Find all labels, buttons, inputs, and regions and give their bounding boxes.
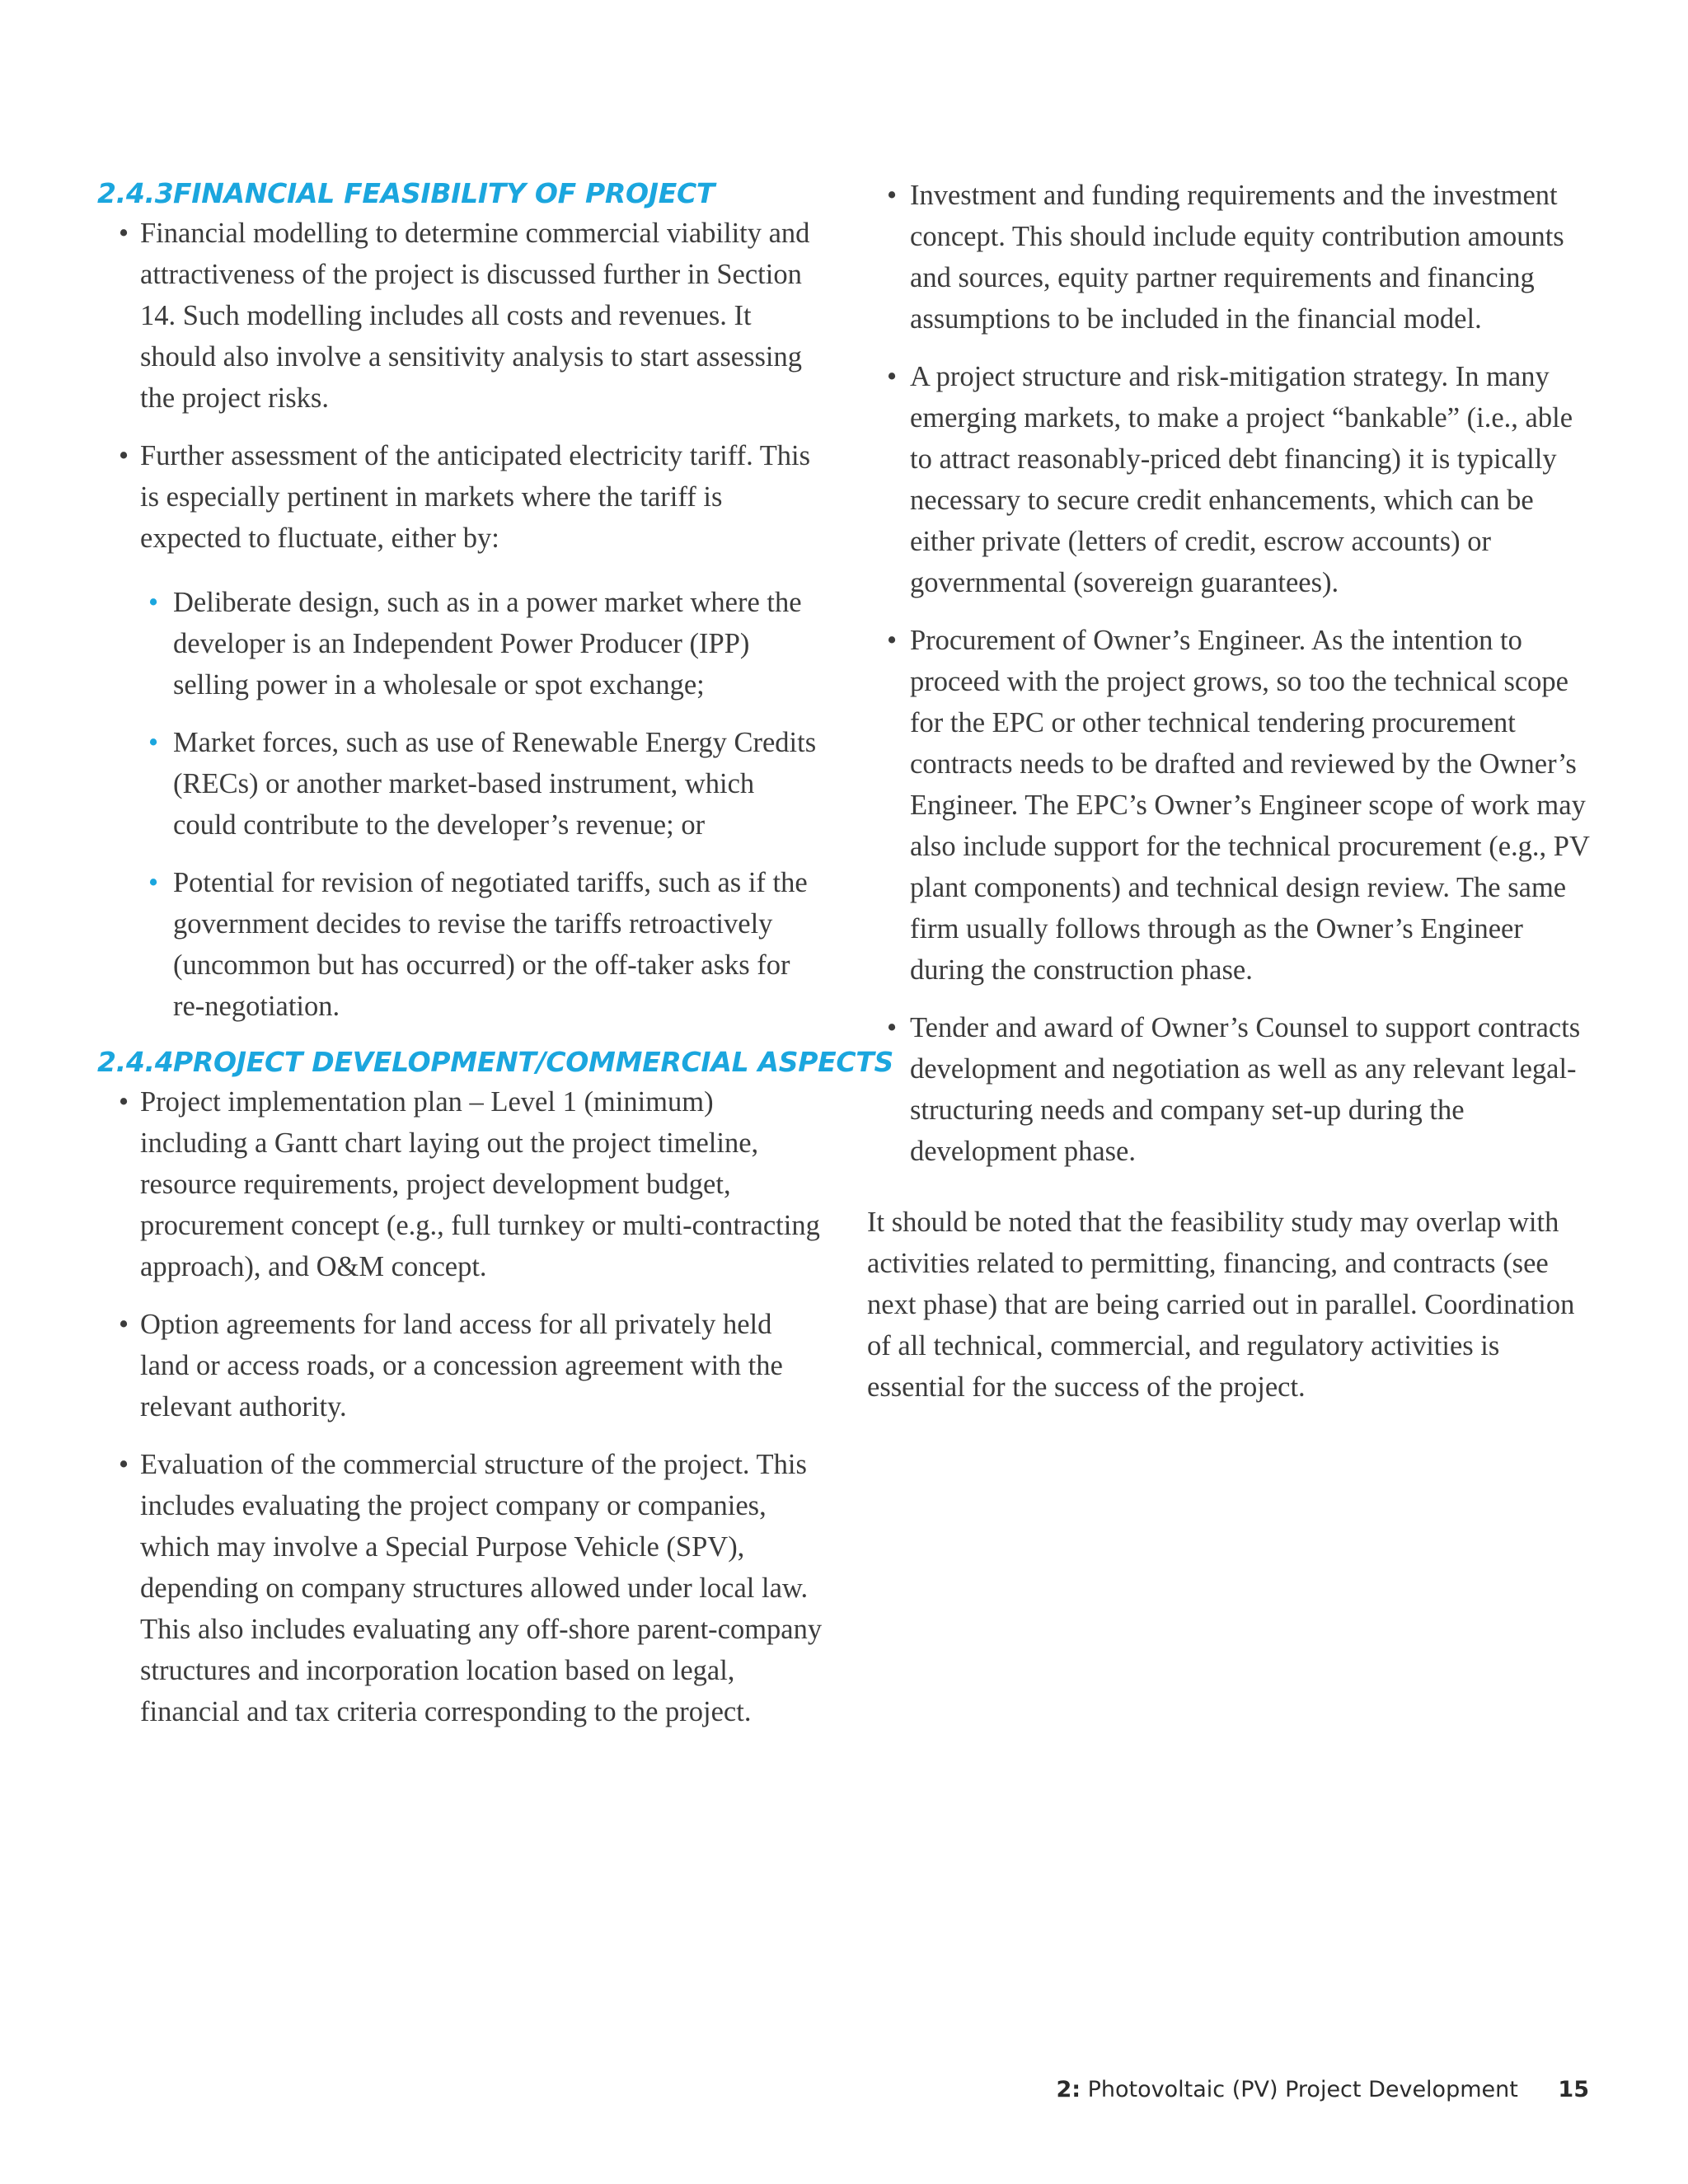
list-item <box>97 213 823 419</box>
sub-list-item-text: Potential for revision of negotiated tariffs, such as if the government decides to revise the tariffs retroactively (uncommon but has occurred) or the off-taker asks for re-negotiation. <box>173 867 808 1022</box>
sub-list-item <box>140 862 823 1027</box>
section-number: 2.4.3 <box>97 177 174 209</box>
list-item-text: Tender and award of Owner’s Counsel to support contracts development and negotiation as well as any relevant legal-structuring needs and company set-up during the development phase. <box>910 1012 1581 1167</box>
bullet-icon: • <box>887 1012 898 1043</box>
bullet-icon: • <box>887 625 898 656</box>
list-item <box>97 1304 823 1427</box>
sub-bullet-icon: • <box>148 867 159 898</box>
list-item <box>867 1007 1592 1172</box>
bullet-icon: • <box>119 440 129 471</box>
list-item <box>867 356 1592 603</box>
section-title: PROJECT DEVELOPMENT/COMMERCIAL ASPECTS <box>173 1046 893 1078</box>
list-item <box>97 435 823 1027</box>
list-item-text: Procurement of Owner’s Engineer. As the intention to proceed with the project grows, so too the technical scope for the EPC or other technical tendering procurement contracts needs to be drafted and reviewed by the Owner’s Engineer. The EPC’s Owner’s Engineer scope of work may also include support for the technical procurement (e.g., PV plant components) and technical design review. The same firm usually follows through as the Owner’s Engineer during the construction phase. <box>910 625 1590 986</box>
footer-chapter-title: Photovoltaic (PV) Project Development <box>1087 2077 1518 2102</box>
sub-list-item-text: Market forces, such as use of Renewable Energy Credits (RECs) or another market-based instrument, which could contribute to the developer’s revenue; or <box>173 727 817 841</box>
sub-bullet-icon: • <box>148 727 159 758</box>
list-item-text: Project implementation plan – Level 1 (minimum) including a Gantt chart laying out the project timeline, resource requirements, project development budget, procurement concept (e.g., full turnkey or multi-contracting approach), and O&M concept. <box>140 1086 820 1282</box>
bullet-icon: • <box>887 361 898 392</box>
bullet-list <box>867 175 1592 1172</box>
section-heading-project-development <box>97 1043 893 1081</box>
sub-bullet-list <box>140 582 823 1027</box>
list-item <box>97 1081 823 1287</box>
list-item-text: Investment and funding requirements and the investment concept. This should include equity contribution amounts and sources, equity partner requirements and financing assumptions to be included in the financial model. <box>910 180 1564 335</box>
sub-list-item-text: Deliberate design, such as in a power market where the developer is an Independent Power Producer (IPP) selling power in a wholesale or spot exchange; <box>173 587 802 701</box>
list-item <box>97 1444 823 1732</box>
section-heading-financial-feasibility <box>97 175 823 213</box>
bullet-icon: • <box>119 1449 129 1480</box>
list-item-text: Further assessment of the anticipated electricity tariff. This is especially pertinent in markets where the tariff is expected to fluctuate, either by: <box>140 440 811 554</box>
list-item-text: Financial modelling to determine commercial viability and attractiveness of the project is discussed further in Section 14. Such modelling includes all costs and revenues. It should also involve a sensitivity analysis to start assessing the project risks. <box>140 218 810 414</box>
list-item-text: Option agreements for land access for all privately held land or access roads, or a concession agreement with the relevant authority. <box>140 1309 783 1422</box>
sub-bullet-icon: • <box>148 587 159 618</box>
bullet-icon: • <box>887 180 898 211</box>
list-item-text: A project structure and risk-mitigation strategy. In many emerging markets, to make a project “bankable” (i.e., able to attract reasonably-priced debt financing) it is typically necessary to secure credit enhancements, which can be either private (letters of credit, escrow accounts) or governmental (sovereign guarantees). <box>910 361 1573 598</box>
section-number: 2.4.4 <box>97 1046 174 1078</box>
sub-list-item <box>140 582 823 705</box>
page-footer <box>1056 2077 1589 2102</box>
right-column <box>867 175 1592 1408</box>
left-column <box>97 175 893 1749</box>
list-item <box>867 175 1592 340</box>
bullet-icon: • <box>119 1086 129 1118</box>
sub-list-item <box>140 722 823 846</box>
closing-paragraph: It should be noted that the feasibility study may overlap with activities related to permitting, financing, and contracts (see next phase) that are being carried out in parallel. Coordination of all technical, commercial, and regulatory activities is essential for the success of the project. <box>867 1207 1575 1403</box>
section-title: FINANCIAL FEASIBILITY OF PROJECT <box>173 177 715 209</box>
bullet-icon: • <box>119 1309 129 1340</box>
bullet-icon: • <box>119 218 129 249</box>
list-item <box>867 620 1592 991</box>
bullet-list <box>97 213 823 1027</box>
bullet-list <box>97 1081 823 1732</box>
list-item-text: Evaluation of the commercial structure of the project. This includes evaluating the project company or companies, which may involve a Special Purpose Vehicle (SPV), depending on company structures allowed under local law. This also includes evaluating any off-shore parent-company structures and incorporation location based on legal, financial and tax criteria corresponding to the project. <box>140 1449 823 1727</box>
footer-chapter-number: 2: <box>1056 2077 1081 2102</box>
page-number: 15 <box>1558 2077 1589 2102</box>
